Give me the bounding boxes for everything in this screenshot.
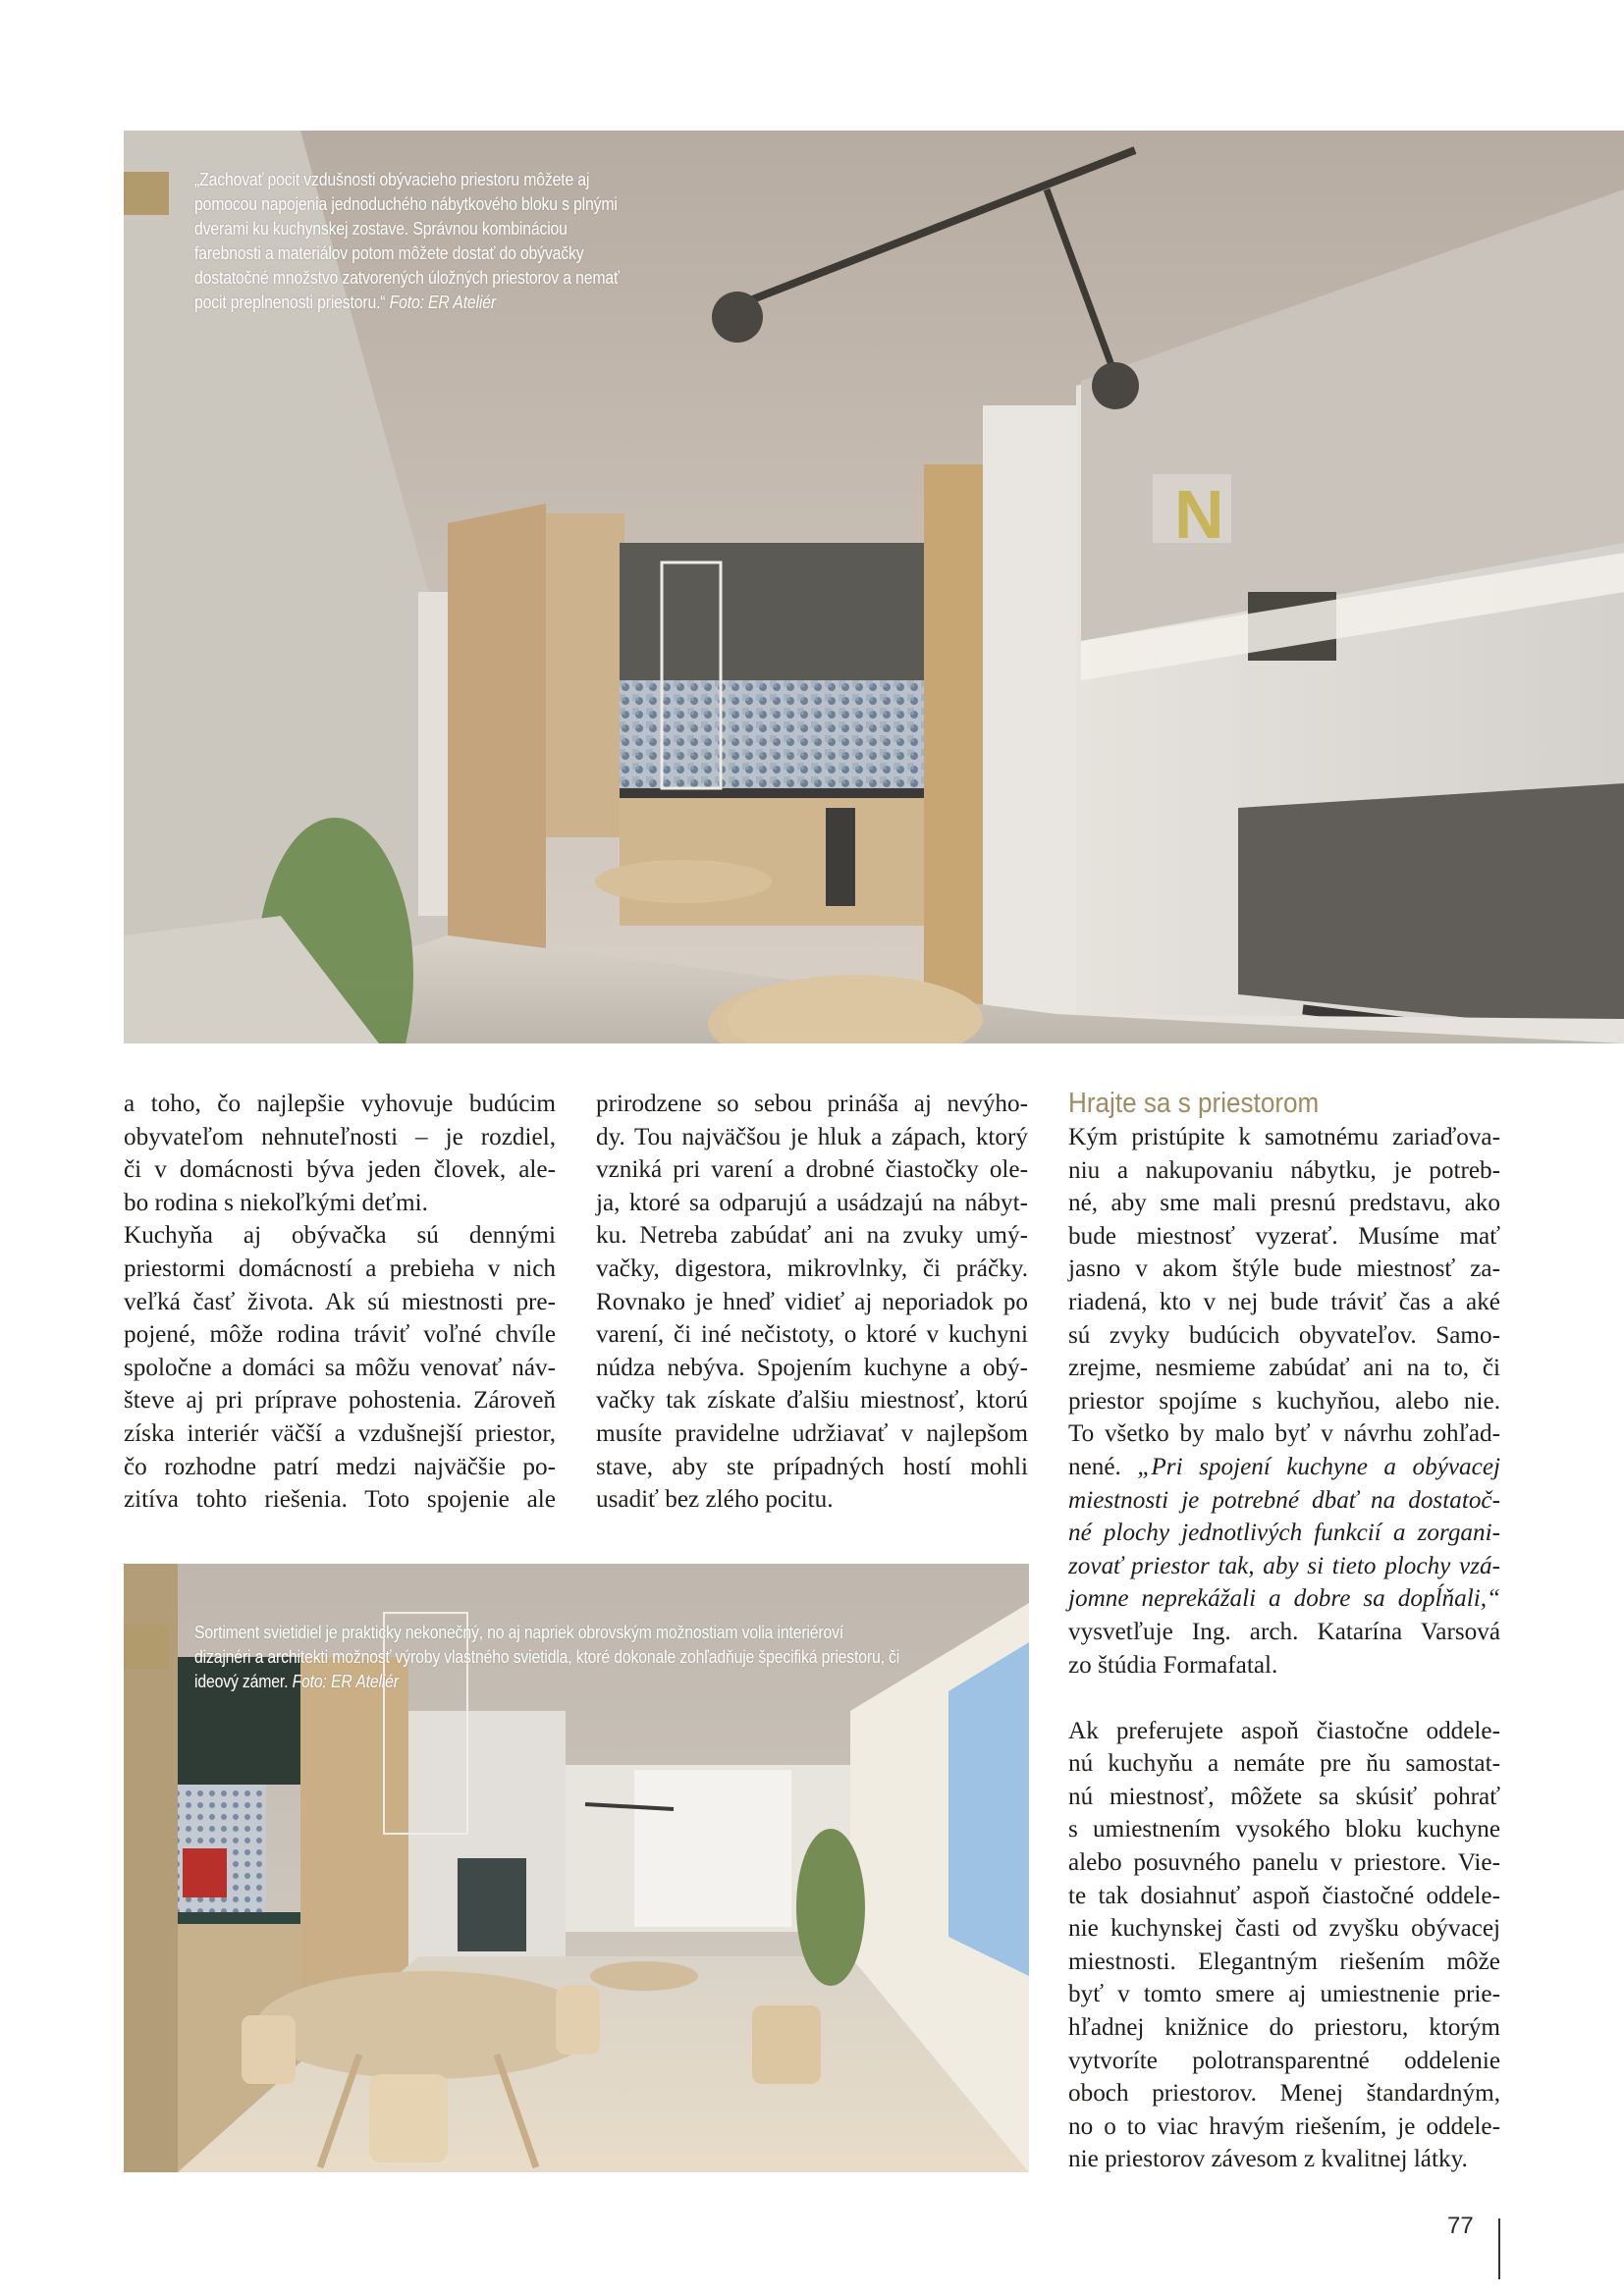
text-line: alebo posuvného panelu v priestore. Vie- [1068, 1849, 1500, 1877]
text-line: no o to viac hravým riešením, je oddele- [1068, 2112, 1500, 2140]
text-column-1 [124, 1088, 556, 1517]
section-heading: Hrajte sa s priestorom [1068, 1088, 1320, 1119]
quote-line: miestnosti je potrebné dbať na dostatoč- [1068, 1486, 1500, 1514]
text-column-2 [596, 1088, 1028, 1517]
text-line: te tak dosiahnuť aspoň čiastočné oddele- [1068, 1882, 1500, 1909]
text-line: prirodzene so sebou prináša aj nevýho- [596, 1091, 1028, 1117]
text-line: zitíva tohto riešenia. Toto spojenie ale [124, 1486, 556, 1514]
text-line: vačky, digestora, mikrovlnky, či práčky. [596, 1255, 1028, 1282]
caption-line: pomocou napojenia jednoduchého nábytkového bloku s plnými [194, 193, 618, 214]
photo-credit: Foto: ER Ateliér [389, 292, 496, 312]
text-line: obyvateľom nehnuteľnosti – je rozdiel, [124, 1123, 556, 1150]
text-line: dy. Tou najväčšou je hluk a zápach, ktorý [596, 1123, 1028, 1150]
text-line: Ak preferujete aspoň čiastočne oddele- [1068, 1717, 1500, 1744]
text-line: spoločne a domáci sa môžu venovať náv- [124, 1354, 556, 1381]
caption-line: farebnosti a materiálov potom môžete dostať do obývačky [194, 242, 584, 263]
text-line: bo rodina s niekoľkými deťmi. [124, 1189, 428, 1216]
text-line: získa interiér väčší a vzdušnejší priestor, [124, 1419, 556, 1447]
text-line: núdza nebýva. Spojením kuchyne a obý- [596, 1354, 1028, 1381]
text-line: riadená, kto v nej bude tráviť čas a aké [1068, 1288, 1500, 1315]
text-line: vačky tak získate ďalšiu miestnosť, ktorú [596, 1387, 1028, 1415]
text-line: a toho, čo najlepšie vyhovuje budúcim [124, 1091, 556, 1117]
text-line: zo štúdia Formafatal. [1068, 1651, 1278, 1679]
text-line: vytvoríte polotransparentné oddelenie [1068, 2047, 1500, 2074]
caption-line: ideový zámer. [194, 1671, 289, 1691]
text-column-3 [1068, 1086, 1500, 2176]
text-line: nú kuchyňu a nemáte pre ňu samostat- [1068, 1750, 1500, 1778]
caption-accent-square [124, 172, 169, 215]
quote-line: né plochy jednotlivých funkcií a zorgani- [1068, 1520, 1500, 1547]
text-line: varení, či iné nečistoty, o ktoré v kuchyni [596, 1321, 1028, 1349]
text-line: čo rozhodne patrí medzi najväčšie po- [124, 1453, 556, 1480]
decor-letter-n: N [1174, 476, 1224, 553]
caption-line: „Zachovať pocit vzdušnosti obývacieho priestoru môžete aj [194, 169, 590, 189]
text-line: bude miestnosť vyzerať. Musíme mať [1068, 1222, 1500, 1250]
text-line: števe aj pri príprave pohostenia. Zároveň [124, 1387, 556, 1415]
text-line: veľká časť života. Ak sú miestnosti pre- [124, 1288, 556, 1315]
text-line: priestor spojíme s kuchyňou, alebo nie. [1068, 1387, 1500, 1415]
text-line: Rovnako je hneď vidieť aj neporiadok po [596, 1288, 1028, 1315]
text-line: Kým pristúpite k samotnému zariaďova- [1068, 1124, 1500, 1150]
text-line: ja, ktoré sa odparujú a usádzajú na nábyt- [596, 1189, 1028, 1216]
caption-line: pocit preplnenosti priestoru.“ [194, 292, 386, 312]
photo-credit: Foto: ER Ateliér [292, 1671, 399, 1691]
caption-line: dostatočné množstvo zatvorených úložných priestorov a nemať [194, 267, 620, 288]
text-line: ku. Netreba zabúdať ani na zvuky umý- [596, 1222, 1028, 1250]
text-line: sú zvyky budúcich obyvateľov. Samo- [1068, 1321, 1500, 1349]
text-line: vysvetľuje Ing. arch. Katarína Varsová [1068, 1618, 1500, 1645]
text-line: To všetko by malo byť v návrhu zohľad- [1068, 1420, 1500, 1448]
photo-caption-top [194, 167, 668, 314]
caption-accent-square [124, 1625, 169, 1669]
caption-line: dizajnéri a architekti možnosť výroby vlastného svietidla, ktoré dokonale zohľadňuje špecifiká priestoru, či [194, 1646, 900, 1667]
caption-line: dverami ku kuchynskej zostave. Správnou kombináciou [194, 218, 568, 239]
text-line: hľadnej knižnice do priestoru, ktorým [1068, 2014, 1500, 2042]
text-line: priestormi domácností a prebieha v nich [124, 1255, 556, 1282]
page-number-rule [1498, 2218, 1500, 2279]
text-line: byť v tomto smere aj umiestnenie prie- [1068, 1981, 1500, 2008]
quote-line: zovať priestor tak, aby si tieto plochy vzá- [1068, 1552, 1500, 1579]
text-line: pojené, môže rodina tráviť voľné chvíle [124, 1321, 556, 1349]
text-line: Kuchyňa aj obývačka sú dennými [124, 1222, 556, 1250]
text-line: vzniká pri varení a drobné čiastočky ole- [596, 1156, 1028, 1184]
text-fragment: nené. [1068, 1453, 1138, 1480]
photo-caption-bottom [194, 1620, 1005, 1693]
text-line: nú miestnosť, môžete sa skúsiť pohrať [1068, 1783, 1500, 1810]
text-line: miestnosti. Elegantným riešením môže [1068, 1948, 1500, 1975]
text-line: nie priestorov závesom z kvalitnej látky. [1068, 2146, 1468, 2173]
text-line: stave, aby ste prípadných hostí mohli [596, 1453, 1028, 1480]
text-line: usadiť bez zlého pocitu. [596, 1486, 834, 1514]
quote-line: jomne neprekážali a dobre sa dopĺňali,“ [1068, 1585, 1500, 1613]
caption-line: Sortiment svietidiel je prakticky nekonečný, no aj napriek obrovským možnostiam volia interiéroví [194, 1622, 844, 1642]
text-line: či v domácnosti býva jeden človek, ale- [124, 1156, 556, 1184]
text-line: zrejme, nesmieme zabúdať ani na to, či [1068, 1355, 1500, 1382]
text-line [1068, 1451, 1500, 1484]
text-line: né, aby sme mali presnú predstavu, ako [1068, 1190, 1500, 1217]
page-number: 77 [1447, 2213, 1474, 2239]
text-line: jasno v akom štýle bude miestnosť za- [1068, 1255, 1500, 1283]
paragraph-gap [1068, 1682, 1500, 1715]
text-line: oboch priestorov. Menej štandardným, [1068, 2080, 1500, 2108]
text-line: nie kuchynskej časti od zvyšku obývacej [1068, 1915, 1500, 1943]
text-line: musíte pravidelne udržiavať v najlepšom [596, 1419, 1028, 1447]
text-line: s umiestnením vysokého bloku kuchyne [1068, 1816, 1500, 1843]
quote-fragment: „Pri spojení kuchyne a obývacej [1137, 1453, 1501, 1480]
text-line: niu a nakupovaniu nábytku, je potreb- [1068, 1156, 1500, 1184]
